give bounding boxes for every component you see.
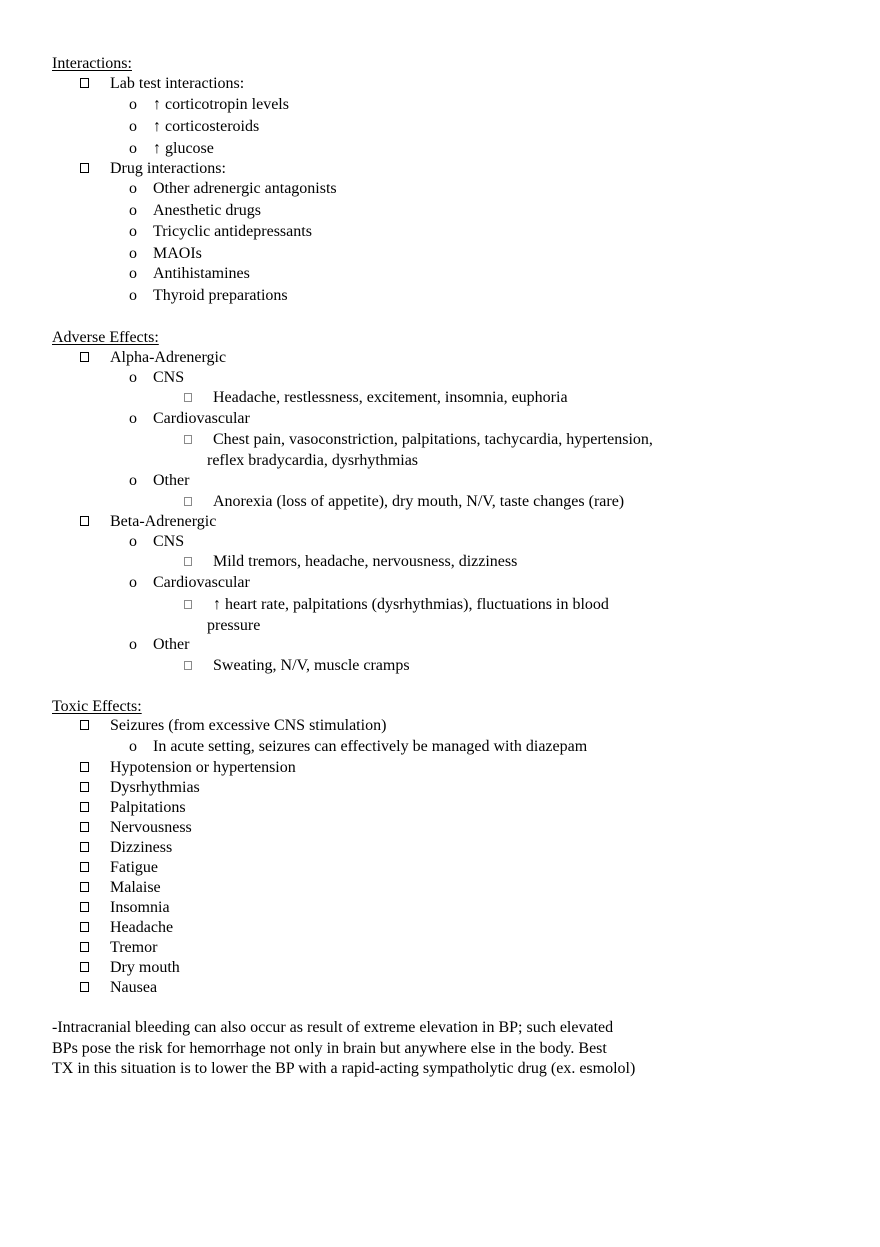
list-item: Anesthetic drugs	[153, 202, 261, 219]
sub-bullet: o	[129, 118, 137, 135]
sub-bullet: o	[129, 245, 137, 262]
sub-bullet: o	[129, 287, 137, 304]
checkbox-icon	[80, 348, 89, 368]
checkbox-icon	[80, 838, 89, 858]
list-item: Palpitations	[110, 799, 186, 816]
list-item: Nausea	[110, 979, 158, 996]
adverse-effects-heading: Adverse Effects:	[52, 329, 159, 346]
checkbox-icon	[80, 938, 89, 958]
alpha-cns-label: CNS	[153, 369, 185, 386]
sub-bullet: o	[129, 410, 137, 427]
note-line-3: TX in this situation is to lower the BP with a rapid-acting sympatholytic drug (ex. esmolol)	[52, 1060, 636, 1077]
note-line-2: BPs pose the risk for hemorrhage not only in brain but anywhere else in the body. Best	[52, 1040, 607, 1057]
sub-bullet: o	[129, 533, 137, 550]
list-item: Dysrhythmias	[110, 779, 200, 796]
beta-cardio-detail-line2: pressure	[207, 617, 261, 634]
list-item: Malaise	[110, 879, 161, 896]
small-box-icon	[184, 430, 192, 450]
list-item: Thyroid preparations	[153, 287, 288, 304]
checkbox-icon	[80, 74, 89, 94]
checkbox-icon	[80, 818, 89, 838]
toxic-effects-heading: Toxic Effects:	[52, 698, 142, 715]
sub-bullet: o	[129, 472, 137, 489]
checkbox-icon	[80, 512, 89, 532]
list-item: ↑ glucose	[153, 140, 214, 157]
sub-bullet: o	[129, 574, 137, 591]
sub-bullet: o	[129, 180, 137, 197]
list-item: Hypotension or hypertension	[110, 759, 296, 776]
sub-bullet: o	[129, 738, 137, 755]
alpha-adrenergic-label: Alpha-Adrenergic	[110, 349, 227, 366]
list-item: Headache	[110, 919, 174, 936]
beta-cns-label: CNS	[153, 533, 185, 550]
interactions-heading: Interactions:	[52, 55, 132, 72]
list-item: Dizziness	[110, 839, 173, 856]
list-item: Other adrenergic antagonists	[153, 180, 337, 197]
drug-interactions-label: Drug interactions:	[110, 160, 226, 177]
checkbox-icon	[80, 159, 89, 179]
checkbox-icon	[80, 758, 89, 778]
sub-bullet: o	[129, 223, 137, 240]
list-item: Tremor	[110, 939, 158, 956]
note-line-1: -Intracranial bleeding can also occur as result of extreme elevation in BP; such elevated	[52, 1019, 614, 1036]
alpha-cardio-label: Cardiovascular	[153, 410, 250, 427]
small-box-icon	[184, 492, 192, 512]
list-item: ↑ corticotropin levels	[153, 96, 289, 113]
beta-cns-detail: Mild tremors, headache, nervousness, dizziness	[213, 553, 518, 570]
alpha-cns-detail: Headache, restlessness, excitement, insomnia, euphoria	[213, 389, 568, 406]
seizures-sub-item: In acute setting, seizures can effectively be managed with diazepam	[153, 738, 588, 755]
sub-bullet: o	[129, 96, 137, 113]
sub-bullet: o	[129, 265, 137, 282]
checkbox-icon	[80, 918, 89, 938]
list-item: Tricyclic antidepressants	[153, 223, 312, 240]
lab-test-interactions-label: Lab test interactions:	[110, 75, 245, 92]
small-box-icon	[184, 552, 192, 572]
alpha-other-detail: Anorexia (loss of appetite), dry mouth, N/V, taste changes (rare)	[213, 493, 625, 510]
list-item: Dry mouth	[110, 959, 180, 976]
checkbox-icon	[80, 958, 89, 978]
beta-adrenergic-label: Beta-Adrenergic	[110, 513, 217, 530]
checkbox-icon	[80, 978, 89, 998]
list-item: Nervousness	[110, 819, 192, 836]
seizures-item: Seizures (from excessive CNS stimulation)	[110, 717, 387, 734]
beta-other-label: Other	[153, 636, 190, 653]
checkbox-icon	[80, 878, 89, 898]
small-box-icon	[184, 656, 192, 676]
beta-other-detail: Sweating, N/V, muscle cramps	[213, 657, 410, 674]
beta-cardio-label: Cardiovascular	[153, 574, 250, 591]
checkbox-icon	[80, 778, 89, 798]
alpha-other-label: Other	[153, 472, 190, 489]
alpha-cardio-detail-line2: reflex bradycardia, dysrhythmias	[207, 452, 419, 469]
list-item: Insomnia	[110, 899, 170, 916]
alpha-cardio-detail-line1: Chest pain, vasoconstriction, palpitations, tachycardia, hypertension,	[213, 431, 653, 448]
list-item: MAOIs	[153, 245, 202, 262]
checkbox-icon	[80, 798, 89, 818]
list-item: Antihistamines	[153, 265, 250, 282]
sub-bullet: o	[129, 140, 137, 157]
list-item: ↑ corticosteroids	[153, 118, 260, 135]
checkbox-icon	[80, 858, 89, 878]
small-box-icon	[184, 595, 192, 615]
sub-bullet: o	[129, 636, 137, 653]
list-item: Fatigue	[110, 859, 158, 876]
beta-cardio-detail-line1: ↑ heart rate, palpitations (dysrhythmias), fluctuations in blood	[213, 596, 609, 613]
sub-bullet: o	[129, 202, 137, 219]
checkbox-icon	[80, 898, 89, 918]
sub-bullet: o	[129, 369, 137, 386]
small-box-icon	[184, 388, 192, 408]
checkbox-icon	[80, 716, 89, 736]
